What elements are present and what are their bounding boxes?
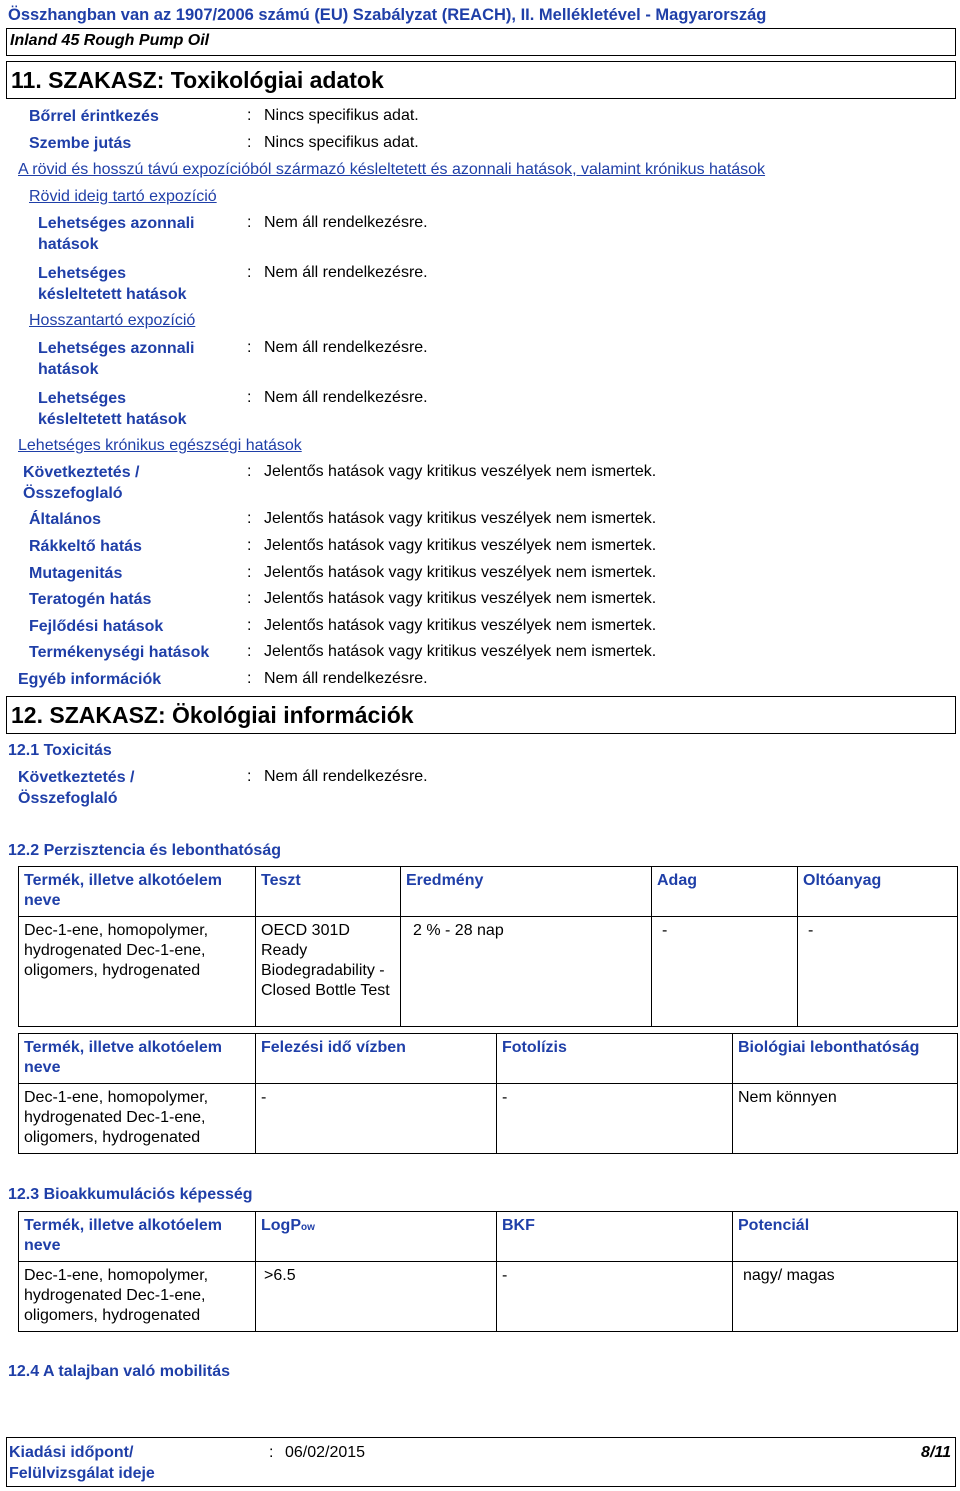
carcinogenic-label: Rákkeltő hatás (29, 538, 142, 555)
developmental-value: Jelentős hatások vagy kritikus veszélyek nem ismertek. (264, 617, 657, 634)
developmental-label: Fejlődési hatások (29, 618, 164, 635)
page-number: 8/11 (921, 1444, 951, 1461)
table-cell: Dec-1-ene, homopolymer, hydrogenated Dec-1-ene, oligomers, hydrogenated (19, 1262, 256, 1332)
product-name: Inland 45 Rough Pump Oil (10, 32, 210, 49)
long-immediate-value: Nem áll rendelkezésre. (264, 339, 428, 356)
table-header: Fotolízis (497, 1034, 733, 1084)
persistence-table (18, 866, 958, 1027)
carcinogenic-value: Jelentős hatások vagy kritikus veszélyek nem ismertek. (264, 537, 657, 554)
bioaccumulation-heading: 12.3 Bioakkumulációs képesség (8, 1186, 253, 1203)
table-header: Oltóanyag (798, 867, 958, 917)
delayed-effects-label: Lehetséges késleltetett hatások (38, 265, 187, 303)
long-exposure-heading: Hosszantartó expozíció (29, 312, 196, 329)
section-11-header (6, 61, 956, 99)
other-info-value: Nem áll rendelkezésre. (264, 670, 428, 687)
immediate-effects-label: Lehetséges azonnali hatások (38, 340, 195, 378)
table-header: Adag (652, 867, 798, 917)
footer (6, 1437, 956, 1487)
colon: : (269, 1444, 274, 1461)
short-exposure-heading: Rövid ideig tartó expozíció (29, 188, 217, 205)
table-cell: 2 % - 28 nap (401, 917, 652, 1027)
colon: : (247, 670, 252, 687)
table-cell: - (652, 917, 798, 1027)
colon: : (247, 463, 252, 480)
fertility-value: Jelentős hatások vagy kritikus veszélyek nem ismertek. (264, 643, 657, 660)
colon: : (247, 643, 252, 660)
table-header: Termék, illetve alkotóelem neve (19, 1212, 256, 1262)
colon: : (247, 617, 252, 634)
section-11-title: 11. SZAKASZ: Toxikológiai adatok (11, 67, 384, 93)
eye-contact-label: Szembe jutás (29, 135, 132, 152)
colon: : (247, 339, 252, 356)
degradation-table (18, 1033, 958, 1154)
toxicity-conclusion-value: Nem áll rendelkezésre. (264, 768, 428, 785)
toxicity-conclusion-label: Következtetés / Összefoglaló (18, 769, 135, 807)
general-label: Általános (29, 511, 102, 528)
toxicity-heading: 12.1 Toxicitás (8, 742, 112, 759)
table-cell: - (256, 1084, 497, 1154)
mobility-heading: 12.4 A talajban való mobilitás (8, 1363, 230, 1380)
eye-contact-value: Nincs specifikus adat. (264, 134, 419, 151)
immediate-effects-label: Lehetséges azonnali hatások (38, 215, 195, 253)
colon: : (247, 214, 252, 231)
other-info-label: Egyéb információk (18, 671, 162, 688)
colon: : (247, 134, 252, 151)
table-cell: >6.5 (256, 1262, 497, 1332)
table-header: LogPow (256, 1212, 497, 1262)
conclusion-label: Következtetés / Összefoglaló (23, 464, 140, 502)
short-delayed-value: Nem áll rendelkezésre. (264, 264, 428, 281)
table-header: BKF (497, 1212, 733, 1262)
teratogenic-value: Jelentős hatások vagy kritikus veszélyek nem ismertek. (264, 590, 657, 607)
product-box (6, 28, 956, 56)
table-header: Potenciál (733, 1212, 958, 1262)
general-value: Jelentős hatások vagy kritikus veszélyek nem ismertek. (264, 510, 657, 527)
delayed-effects-label: Lehetséges késleltetett hatások (38, 390, 187, 428)
skin-contact-label: Bőrrel érintkezés (29, 108, 159, 125)
colon: : (247, 537, 252, 554)
colon: : (247, 590, 252, 607)
table-cell: Dec-1-ene, homopolymer, hydrogenated Dec-1-ene, oligomers, hydrogenated (19, 1084, 256, 1154)
table-cell: Dec-1-ene, homopolymer, hydrogenated Dec-1-ene, oligomers, hydrogenated (19, 917, 256, 1027)
table-cell: - (497, 1084, 733, 1154)
section-12-header (6, 696, 956, 734)
bioaccumulation-table (18, 1211, 958, 1332)
teratogenic-label: Teratogén hatás (29, 591, 152, 608)
table-cell: nagy/ magas (733, 1262, 958, 1332)
table-header: Eredmény (401, 867, 652, 917)
fertility-label: Termékenységi hatások (29, 644, 210, 661)
persistence-heading: 12.2 Perzisztencia és lebonthatóság (8, 842, 281, 859)
colon: : (247, 389, 252, 406)
table-header: Teszt (256, 867, 401, 917)
delayed-effects-heading: A rövid és hosszú távú expozícióból származó késleltetett és azonnali hatások, valamint krónikus hatások (18, 161, 766, 178)
table-cell: Nem könnyen (733, 1084, 958, 1154)
colon: : (247, 107, 252, 124)
table-header: Biológiai lebonthatóság (733, 1034, 958, 1084)
conclusion-value: Jelentős hatások vagy kritikus veszélyek nem ismertek. (264, 463, 657, 480)
chronic-effects-heading: Lehetséges krónikus egészségi hatások (18, 437, 302, 454)
mutagenic-label: Mutagenitás (29, 565, 123, 582)
short-immediate-value: Nem áll rendelkezésre. (264, 214, 428, 231)
table-header: Felezési idő vízben (256, 1034, 497, 1084)
issue-date-label: Kiadási időpont/ Felülvizsgálat ideje (9, 1444, 155, 1482)
skin-contact-value: Nincs specifikus adat. (264, 107, 419, 124)
colon: : (247, 564, 252, 581)
long-delayed-value: Nem áll rendelkezésre. (264, 389, 428, 406)
regulation-header: Összhangban van az 1907/2006 számú (EU) Szabályzat (REACH), II. Mellékletével - Magyarország (8, 6, 767, 24)
table-cell: OECD 301D Ready Biodegradability - Closed Bottle Test (256, 917, 401, 1027)
section-12-title: 12. SZAKASZ: Ökológiai információk (11, 702, 414, 728)
table-header: Termék, illetve alkotóelem neve (19, 1034, 256, 1084)
colon: : (247, 510, 252, 527)
table-header: Termék, illetve alkotóelem neve (19, 867, 256, 917)
issue-date-value: 06/02/2015 (285, 1444, 366, 1461)
colon: : (247, 768, 252, 785)
table-cell: - (497, 1262, 733, 1332)
table-cell: - (798, 917, 958, 1027)
mutagenic-value: Jelentős hatások vagy kritikus veszélyek nem ismertek. (264, 564, 657, 581)
colon: : (247, 264, 252, 281)
